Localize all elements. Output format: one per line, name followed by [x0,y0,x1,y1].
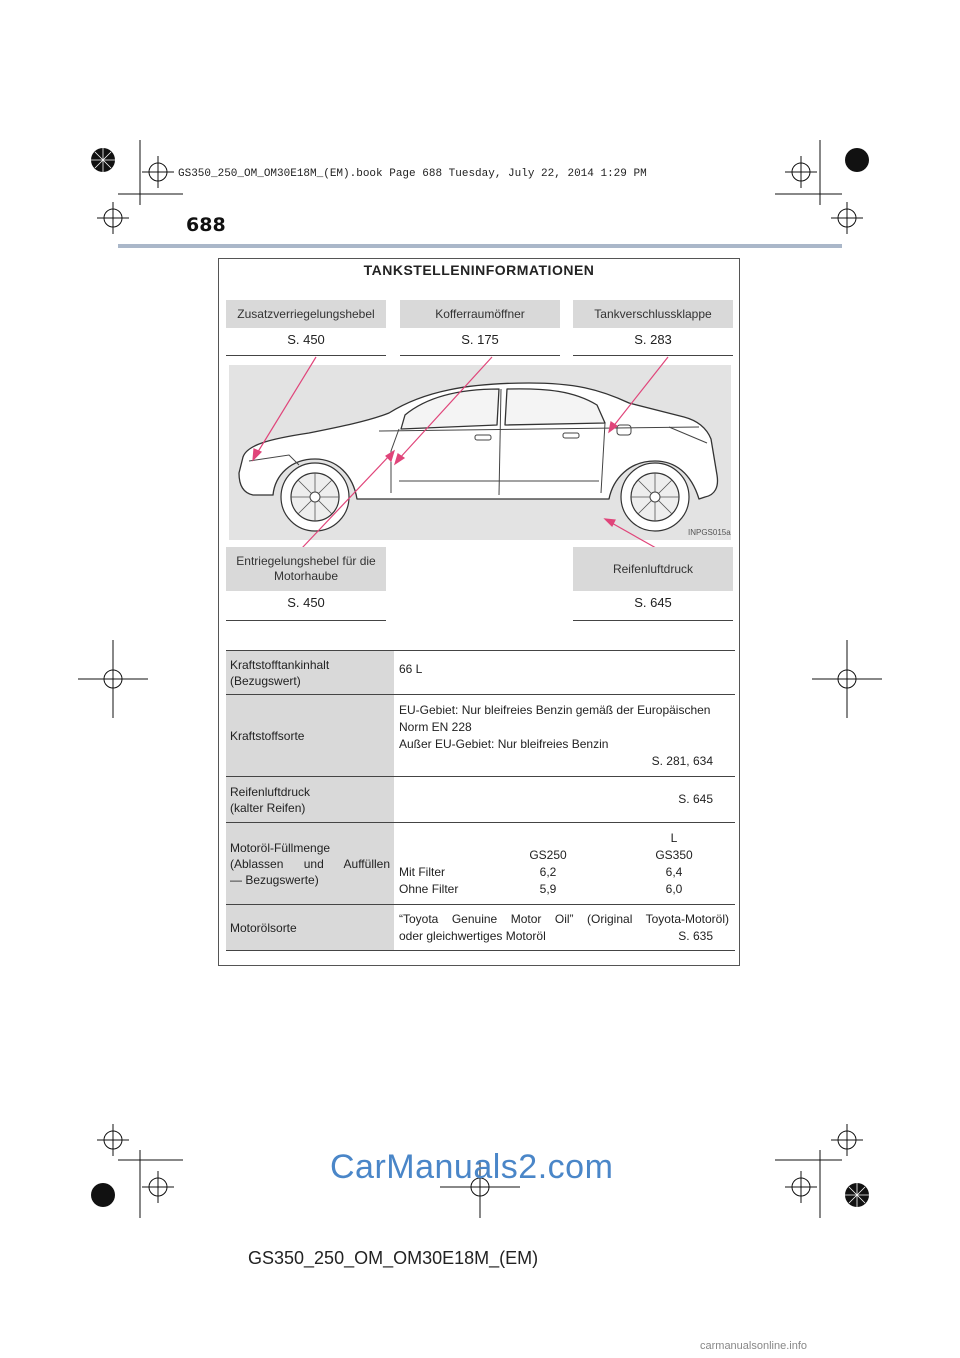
oil-capacity-table [399,830,729,898]
spec-row-tire [226,777,735,823]
spec-table [226,650,735,951]
spec-value-tire [394,777,735,823]
fuel-page-ref[interactable]: S. 281, 634 [651,753,713,768]
tire-page-ref[interactable]: S. 645 [678,792,713,806]
callout-ref-tire-pressure[interactable]: S. 645 [573,591,733,621]
callout-ref-fuel-door[interactable]: S. 283 [573,328,733,356]
spec-value-capacity: 66 L [394,651,735,695]
spec-key-capacity-line2: (Bezugswert) [230,673,301,688]
oil-row-name: Mit Filter [399,864,445,879]
oil-type-line2-wrap [399,928,729,945]
oil-row-value: 5,9 [539,881,557,896]
callout-label-fuel-door: Tankverschlussklappe [573,300,733,328]
spec-value-oil-capacity [394,823,735,905]
oil-type-line1: “Toyota Genuine Motor Oil” (Original Toyota-Motoröl) [399,911,729,926]
spec-key-oil-capacity [226,823,394,905]
header-rule [118,244,842,248]
page-number: 688 [186,214,226,236]
spec-key-tire-line1: Reifenluftdruck [230,784,311,799]
fuel-line-2: Norm EN 228 [399,719,472,734]
watermark-logo: CarManuals2.com [330,1148,614,1186]
spec-row-fuel [226,695,735,777]
watermark-site: carmanualsonline.info [700,1340,808,1352]
callout-ref-trunk-opener[interactable]: S. 175 [400,328,560,356]
spec-key-capacity [226,651,394,695]
callout-ref-hood-release[interactable]: S. 450 [226,591,386,621]
car-side-view-icon [229,365,731,540]
car-illustration [229,365,731,540]
fuel-line-3: Außer EU-Gebiet: Nur bleifreies Benzin [399,736,609,751]
oil-row-name: Ohne Filter [399,881,459,896]
callout-label-trunk-opener: Kofferraumöffner [400,300,560,328]
section-title: TANKSTELLENINFORMATIONEN [363,262,595,278]
oil-row-value: 6,2 [539,864,557,879]
callout-label-tire-pressure: Reifenluftdruck [573,547,733,591]
oil-key-line2: (Ablassen und Auffüllen [230,856,390,871]
oil-row-value: 6,4 [665,864,683,879]
oil-col-gs350: GS350 [655,847,693,862]
spec-key-tire-line2: (kalter Reifen) [230,800,306,815]
fuel-line-1: EU-Gebiet: Nur bleifreies Benzin gemäß der Europäischen [399,702,711,717]
callout-label-hood-release [226,547,386,591]
spec-key-oil-type: Motorölsorte [226,905,394,951]
callout-ref-aux-lock-lever[interactable]: S. 450 [226,328,386,356]
spec-key-capacity-line1: Kraftstofftankinhalt [230,657,330,672]
footer-code: GS350_250_OM_OM30E18M_(EM) [248,1248,539,1268]
image-code: INPGS015a [688,528,731,537]
print-info-line: GS350_250_OM_OM30E18M_(EM).book Page 688 Tuesday, July 22, 2014 1:29 PM [178,168,647,180]
spec-key-fuel: Kraftstoffsorte [226,695,394,777]
oil-key-line1: Motoröl-Füllmenge [230,840,331,855]
oil-col-gs250: GS250 [529,847,567,862]
oil-key-line3: — Bezugswerte) [230,872,319,887]
oil-row-value: 6,0 [665,881,683,896]
callout-label-hood-release-text: Entriegelungshebel für die Motorhaube [236,554,376,583]
oil-type-line2: oder gleichwertiges Motoröl [399,928,546,943]
spec-row-capacity [226,651,735,695]
spec-value-fuel [394,695,735,777]
spec-value-oil-type [394,905,735,951]
callout-label-aux-lock-lever: Zusatzverriegelungshebel [226,300,386,328]
spec-key-tire [226,777,394,823]
spec-row-oil-type [226,905,735,951]
spec-row-oil-capacity [226,823,735,905]
oil-unit: L [670,830,678,845]
oil-type-page-ref[interactable]: S. 635 [678,928,713,943]
